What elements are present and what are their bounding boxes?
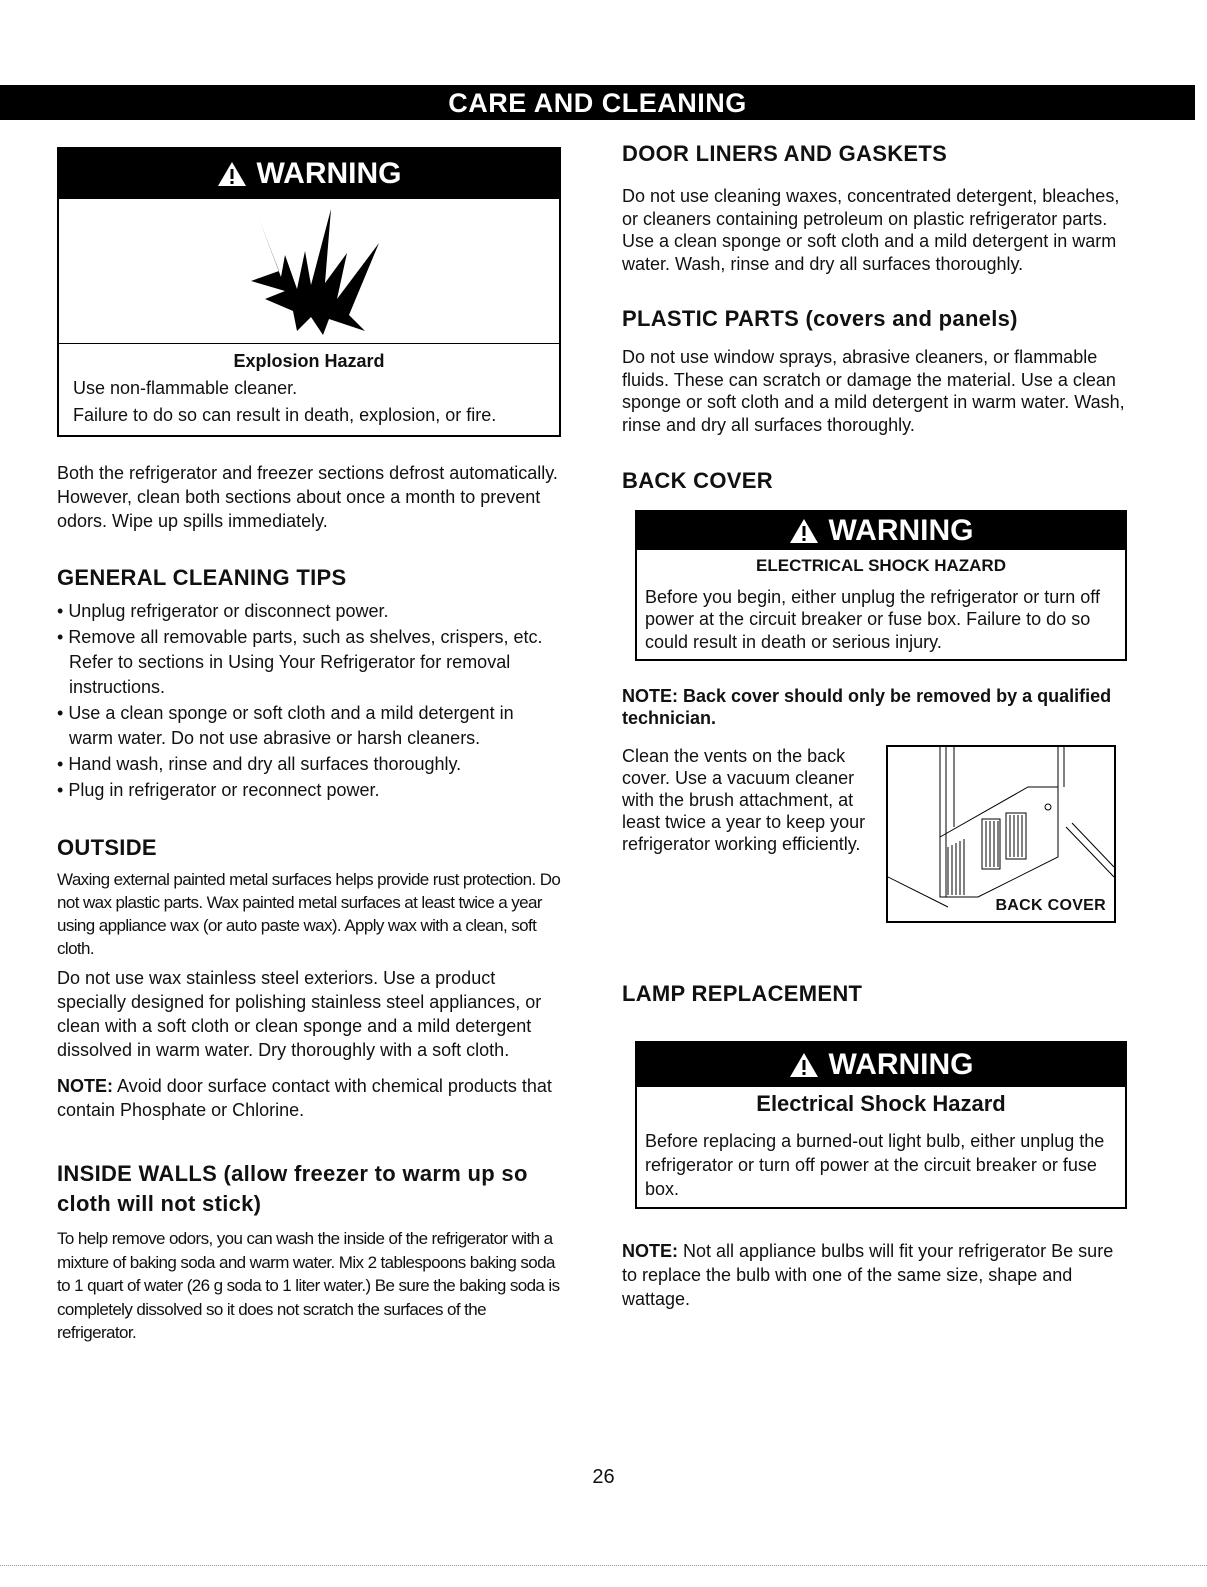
- back-cover-heading: BACK COVER: [622, 468, 773, 493]
- list-item: • Hand wash, rinse and dry all surfaces thoroughly.: [57, 752, 562, 777]
- door-liners-heading: DOOR LINERS AND GASKETS: [622, 141, 948, 166]
- list-item: • Remove all removable parts, such as shelves, crispers, etc. Refer to sections in Using Your Refrigerator for removal instructions.: [57, 625, 562, 700]
- warning-body: [637, 1087, 1125, 1207]
- outside-paragraph-2: Do not use wax stainless steel exteriors. Use a product specially designed for polishing stainless steel appliances, or clean with a soft cloth or clean sponge and a mild detergent dissolved in warm water. Dry thoroughly with a soft cloth.: [57, 968, 542, 1060]
- lamp-replacement-heading: LAMP REPLACEMENT: [622, 981, 863, 1006]
- general-cleaning-list: [57, 599, 562, 803]
- illustration-caption: BACK COVER: [995, 897, 1106, 914]
- warning-text: Before you begin, either unplug the refrigerator or turn off power at the circuit breaker or fuse box. Failure to do so could result in death or serious injury.: [645, 586, 1100, 652]
- inside-walls-paragraph: To help remove odors, you can wash the inside of the refrigerator with a mixture of baking soda and warm water. Mix 2 tablespoons baking soda to 1 quart of water (26 g soda to 1 liter water.) Be sure the baking soda is completely dissolved so it does not scratch the surfaces of the refrigerator.: [57, 1229, 560, 1342]
- door-paragraph-2: Use a clean sponge or soft cloth and a mild detergent in warm water. Wash, rinse and dry all surfaces thoroughly.: [622, 231, 1117, 274]
- section-header: CARE AND CLEANING: [0, 85, 1195, 120]
- warning-header: [637, 1043, 1125, 1087]
- general-cleaning-heading: GENERAL CLEANING TIPS: [57, 565, 347, 590]
- warning-title: WARNING: [828, 514, 974, 547]
- note-text: Not all appliance bulbs will fit your refrigerator Be sure to replace the bulb with one of the same size, shape and wattage.: [622, 1241, 1114, 1309]
- explosion-symbol-area: [59, 199, 559, 344]
- back-cover-illustration: [886, 745, 1116, 923]
- warning-triangle-icon: [789, 518, 819, 544]
- plastic-paragraph: Do not use window sprays, abrasive cleaners, or flammable fluids. These can scratch or damage the material. Use a clean sponge or soft cloth and a mild detergent in warm water. Wash, rinse and dry all surfaces thoroughly.: [622, 347, 1125, 435]
- right-column: [622, 141, 1132, 1311]
- warning-title: WARNING: [828, 1048, 974, 1081]
- lamp-note: [622, 1239, 1132, 1311]
- list-item: • Plug in refrigerator or reconnect power.: [57, 778, 562, 803]
- warning-line-1: Use non-flammable cleaner.: [73, 378, 298, 398]
- explosion-icon: [245, 207, 385, 335]
- warning-subtitle: Electrical Shock Hazard: [756, 1091, 1006, 1116]
- warning-triangle-icon: [789, 1052, 819, 1078]
- warning-triangle-icon: [217, 161, 247, 187]
- warning-subtitle: ELECTRICAL SHOCK HAZARD: [756, 556, 1006, 575]
- plastic-parts-heading: PLASTIC PARTS (covers and panels): [622, 306, 1018, 331]
- intro-paragraph: Both the refrigerator and freezer sections defrost automatically. However, clean both sections about once a month to prevent odors. Wipe up spills immediately.: [57, 463, 558, 531]
- warning-body: [59, 344, 559, 435]
- warning-subtitle: Explosion Hazard: [233, 351, 385, 371]
- note-label: NOTE:: [622, 1241, 678, 1261]
- warning-header: [637, 512, 1125, 550]
- lamp-warning-box: [635, 1041, 1127, 1209]
- outside-note: [57, 1074, 562, 1122]
- warning-body: [637, 550, 1125, 659]
- inside-walls-heading: INSIDE WALLS (allow freezer to warm up so cloth will not stick): [57, 1161, 528, 1216]
- back-cover-row: [622, 745, 1132, 923]
- bottom-divider: [0, 1565, 1207, 1566]
- warning-title: WARNING: [256, 157, 402, 190]
- warning-line-2: Failure to do so can result in death, explosion, or fire.: [73, 405, 497, 425]
- warning-header: [59, 149, 559, 199]
- door-paragraph-1: Do not use cleaning waxes, concentrated detergent, bleaches, or cleaners containing petroleum on plastic refrigerator parts.: [622, 186, 1120, 229]
- left-column: [57, 147, 562, 1345]
- outside-heading: OUTSIDE: [57, 835, 157, 860]
- note-text: Avoid door surface contact with chemical products that contain Phosphate or Chlorine.: [57, 1076, 552, 1120]
- list-item: • Use a clean sponge or soft cloth and a mild detergent in warm water. Do not use abrasive or harsh cleaners.: [57, 701, 562, 751]
- explosion-warning-box: [57, 147, 561, 437]
- page-number: 26: [592, 1466, 615, 1488]
- shock-warning-box: [635, 510, 1127, 661]
- warning-text: Before replacing a burned-out light bulb, either unplug the refrigerator or turn off power at the circuit breaker or fuse box.: [645, 1131, 1105, 1199]
- back-cover-text: Clean the vents on the back cover. Use a vacuum cleaner with the brush attachment, at least twice a year to keep your refrigerator working efficiently.: [622, 746, 866, 854]
- back-cover-note: NOTE: Back cover should only be removed by a qualified technician.: [622, 686, 1112, 728]
- list-item: • Unplug refrigerator or disconnect power.: [57, 599, 562, 624]
- refrigerator-back-illustration: [888, 747, 1114, 921]
- note-label: NOTE:: [57, 1076, 113, 1096]
- outside-paragraph-1: Waxing external painted metal surfaces helps provide rust protection. Do not wax plastic parts. Wax painted metal surfaces at least twice a year using appliance wax (or auto paste wax). Apply wax with a clean, soft cloth.: [57, 870, 561, 958]
